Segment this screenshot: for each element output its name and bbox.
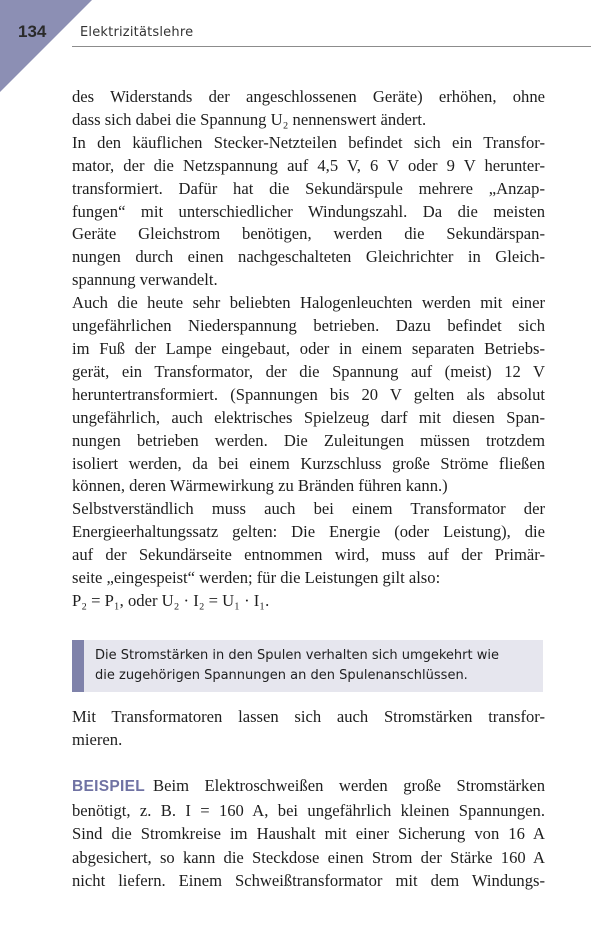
text-line: Sind die Stromkreise im Haushalt mit einer Sicherung von 16 A [72, 824, 545, 843]
follow-up-text [72, 706, 545, 752]
text-line: gerät, ein Transformator, der die Spannung auf (meist) 12 V [72, 361, 545, 381]
text-line: Selbstverständlich muss auch bei einem Transformator der [72, 499, 545, 519]
text-line: benötigt, z. B. I = 160 A, bei ungefährlich kleinen Spannungen. [72, 800, 545, 820]
text-line: ungefährlich, auch elektrisches Spielzeug darf mit diesen Span- [72, 407, 545, 427]
text-line: mator, der die Netzspannung auf 4,5 V, 6 V oder 9 V herunter- [72, 155, 545, 175]
text-line: abgesichert, so kann die Steckdose einen Strom der Stärke 160 A [72, 847, 545, 867]
text-line: heruntertransformiert. (Spannungen bis 20 V gelten als absolut [72, 384, 545, 404]
example-block [72, 774, 545, 893]
rule-box-bar [72, 640, 84, 692]
body-text [72, 86, 545, 613]
text-line: Mit Transformatoren lassen sich auch Stromstärken transfor- [72, 707, 545, 726]
text-line: nicht liefern. Einem Schweißtransformator mit dem Windungs- [72, 871, 545, 890]
text-line: spannung verwandelt. [72, 270, 218, 290]
text-line: In den käuflichen Stecker-Netzteilen befindet sich ein Transfor- [72, 132, 545, 152]
formula-line: P₂ = P₁, oder U₂ · I₂ = U₁ · I₁. [72, 590, 270, 610]
text-line: im Fuß der Lampe eingebaut, oder in einem separaten Betriebs- [72, 338, 545, 358]
text-line: nungen durch einen nachgeschalteten Gleichrichter in Gleich- [72, 247, 545, 267]
running-title: Elektrizitätslehre [80, 25, 194, 40]
example-first-line [72, 774, 545, 799]
text-line: können, deren Wärmewirkung zu Bränden führen kann.) [72, 476, 448, 496]
rule-line: Die Stromstärken in den Spulen verhalten sich umgekehrt wie [95, 648, 499, 663]
rule-box-text [95, 646, 535, 686]
example-keyword: BEISPIEL [72, 778, 146, 795]
text-line: nungen betrieben werden. Die Zuleitungen müssen trotzdem [72, 430, 545, 450]
text-line: fungen“ mit unterschiedlicher Windungszahl. Da die meisten [72, 201, 545, 221]
text-line: transformiert. Dafür hat die Sekundärspule mehrere „Anzap- [72, 178, 545, 198]
text-line: seite „eingespeist“ werden; für die Leistungen gilt also: [72, 568, 441, 588]
page-header [0, 20, 591, 46]
text-line: Geräte Gleichstrom benötigen, werden die Sekundärspan- [72, 224, 545, 244]
text-line: Auch die heute sehr beliebten Halogenleuchten werden mit einer [72, 293, 545, 313]
text-line: dass sich dabei die Spannung U₂ nennenswert ändert. [72, 109, 427, 129]
rule-line: die zugehörigen Spannungen an den Spulenanschlüssen. [95, 668, 468, 683]
text-line: Energieerhaltungssatz gelten: Die Energie (oder Leistung), die [72, 522, 545, 542]
header-rule [72, 46, 591, 47]
rule-box [72, 640, 543, 692]
text-line: ungefährlichen Niederspannung betrieben. Dazu befindet sich [72, 316, 545, 336]
text-line: isoliert werden, da bei einem Kurzschluss große Ströme fließen [72, 453, 545, 473]
text-line: Beim Elektroschweißen werden große Stromstärken [153, 776, 545, 795]
page-number: 134 [18, 22, 47, 41]
text-line: mieren. [72, 729, 123, 749]
text-line: des Widerstands der angeschlossenen Geräte) erhöhen, ohne [72, 87, 545, 106]
text-line: auf der Sekundärseite entnommen wird, muss auf der Primär- [72, 545, 545, 565]
